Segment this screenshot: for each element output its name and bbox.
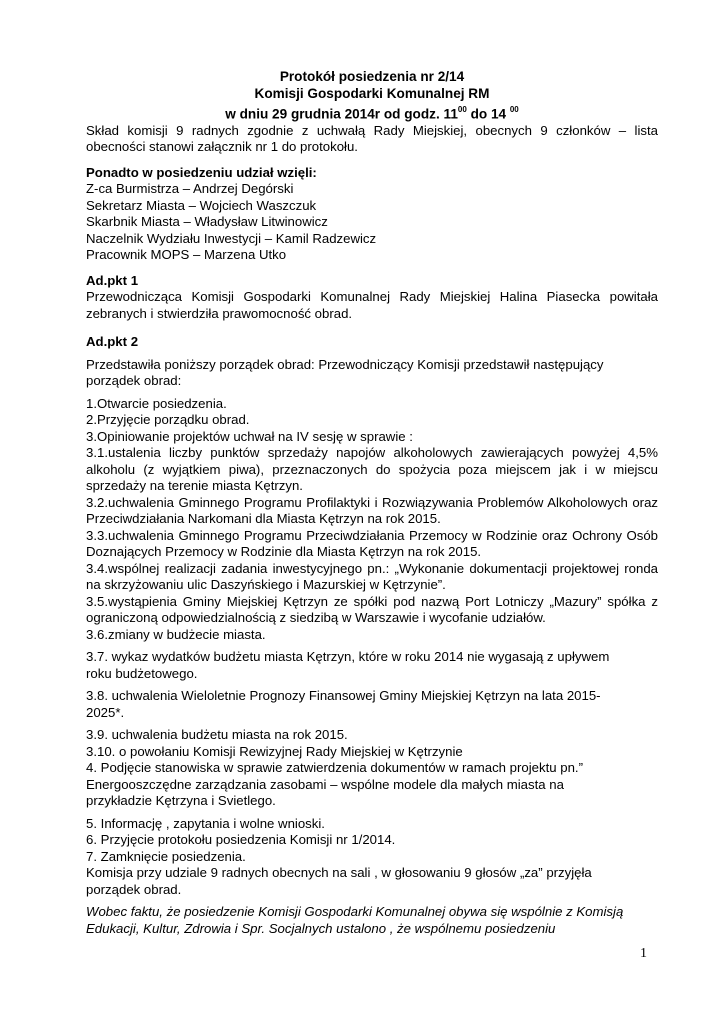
adpkt2-intro-line: Przedstawiła poniższy porządek obrad: Przewodniczący Komisji przedstawił następujący bbox=[86, 356, 604, 372]
adpkt1-heading: Ad.pkt 1 bbox=[86, 272, 139, 288]
agenda-item: 3.7. wykaz wydatków budżetu miasta Kętrzyn, które w roku 2014 nie wygasają z upływem bbox=[86, 649, 610, 665]
participants-heading: Ponadto w posiedzeniu udział wzięli: bbox=[86, 164, 317, 180]
page-number: 1 bbox=[640, 946, 647, 961]
document-page bbox=[86, 68, 658, 937]
agenda-item: 3.9. uchwalenia budżetu miasta na rok 2015. bbox=[86, 727, 348, 743]
agenda-item: 7. Zamknięcie posiedzenia. bbox=[86, 848, 246, 864]
agenda-item: 3.5.wystąpienia Gminy Miejskiej Kętrzyn ze spółki pod nazwą Port Lotniczy „Mazury” spółka z ograniczoną odpowiedzialnością z siedzibą w Warszawie i wycofanie udziałów. bbox=[86, 593, 658, 626]
agenda-item: Energooszczędne zarządzania zasobami – wspólne modele dla małych miasta na bbox=[86, 776, 564, 792]
vote-line: porządek obrad. bbox=[86, 881, 182, 897]
agenda-item: 3.10. o powołaniu Komisji Rewizyjnej Rady Miejskiej w Kętrzynie bbox=[86, 743, 463, 759]
agenda-item: 6. Przyjęcie protokołu posiedzenia Komisji nr 1/2014. bbox=[86, 832, 396, 848]
agenda-item: 4. Podjęcie stanowiska w sprawie zatwierdzenia dokumentów w ramach projektu pn.” bbox=[86, 760, 583, 776]
title-line-3 bbox=[86, 102, 658, 123]
agenda-item: 3.2.uchwalenia Gminnego Programu Profilaktyki i Rozwiązywania Problemów Alkoholowych oraz Przeciwdziałania Narkomani dla Miasta Kętrzyn na rok 2015. bbox=[86, 494, 658, 527]
agenda-item: 5. Informację , zapytania i wolne wnioski. bbox=[86, 815, 325, 831]
title-line-1: Protokół posiedzenia nr 2/14 bbox=[279, 69, 465, 84]
agenda-item: 3.3.uchwalenia Gminnego Programu Przeciwdziałania Przemocy w Rodzinie oraz Ochrony Osób Doznających Przemocy w Rodzinie dla Miasta Kętrzyn na rok 2015. bbox=[86, 527, 658, 560]
agenda-list bbox=[86, 396, 658, 866]
agenda-item: 3.8. uchwalenia Wieloletnie Prognozy Finansowej Gminy Miejskiej Kętrzyn na lata 2015- bbox=[86, 688, 601, 704]
title-start-minutes: 00 bbox=[457, 105, 467, 114]
participant-item: Sekretarz Miasta – Wojciech Waszczuk bbox=[86, 197, 317, 213]
agenda-item: roku budżetowego. bbox=[86, 665, 198, 681]
participant-item: Pracownik MOPS – Marzena Utko bbox=[86, 247, 287, 263]
adpkt2-heading: Ad.pkt 2 bbox=[86, 334, 139, 350]
agenda-item: 3.Opiniowanie projektów uchwał na IV sesję w sprawie : bbox=[86, 428, 413, 444]
composition-paragraph: Skład komisji 9 radnych zgodnie z uchwałą Rady Miejskiej, obecnych 9 członków – lista obecności stanowi załącznik nr 1 do protokołu. bbox=[86, 122, 658, 155]
document-title bbox=[86, 68, 658, 123]
title-to-text: do 14 bbox=[466, 106, 510, 122]
agenda-item: 3.4.wspólnej realizacji zadania inwestycyjnego pn.: „Wykonanie dokumentacji projektowej ronda na skrzyżowaniu ulic Daszyńskiego i Mazurskiej w Kętrzynie”. bbox=[86, 560, 658, 593]
participant-item: Naczelnik Wydziału Inwestycji – Kamil Radzewicz bbox=[86, 230, 377, 246]
vote-line: Komisja przy udziale 9 radnych obecnych na sali , w głosowaniu 9 głosów „za” przyjęła bbox=[86, 865, 592, 881]
participant-item: Skarbnik Miasta – Władysław Litwinowicz bbox=[86, 214, 328, 230]
participants-list bbox=[86, 181, 658, 264]
title-line-2: Komisji Gospodarki Komunalnej RM bbox=[254, 86, 490, 101]
adpkt2-intro-line: porządek obrad: bbox=[86, 373, 182, 389]
joint-session-note: Wobec faktu, że posiedzenie Komisji Gospodarki Komunalnej obywa się wspólnie z Komisją Edukacji, Kultur, Zdrowia i Spr. Socjalnych ustalono , że wspólnemu posiedzeniu bbox=[86, 904, 624, 936]
adpkt1-text: Przewodnicząca Komisji Gospodarki Komunalnej Rady Miejskiej Halina Piasecka powitała zebranych i stwierdziła prawomocność obrad. bbox=[86, 289, 658, 321]
agenda-item: 2025*. bbox=[86, 704, 125, 720]
participant-item: Z-ca Burmistrza – Andrzej Degórski bbox=[86, 181, 294, 197]
agenda-item: 2.Przyjęcie porządku obrad. bbox=[86, 412, 250, 428]
agenda-item: 3.6.zmiany w budżecie miasta. bbox=[86, 626, 266, 642]
title-end-minutes: 00 bbox=[509, 105, 519, 114]
agenda-item: 1.Otwarcie posiedzenia. bbox=[86, 395, 227, 411]
agenda-item: 3.1.ustalenia liczby punktów sprzedaży napojów alkoholowych zawierających powyżej 4,5% alkoholu (z wyjątkiem piwa), przeznaczonych do spożycia poza miejscem jak i w miejscu sprzedaży na terenie miasta Kętrzyn. bbox=[86, 445, 658, 494]
agenda-item: przykładzie Kętrzyna i Svietlego. bbox=[86, 793, 276, 809]
title-date-text: w dniu 29 grudnia 2014r od godz. 11 bbox=[225, 106, 458, 122]
